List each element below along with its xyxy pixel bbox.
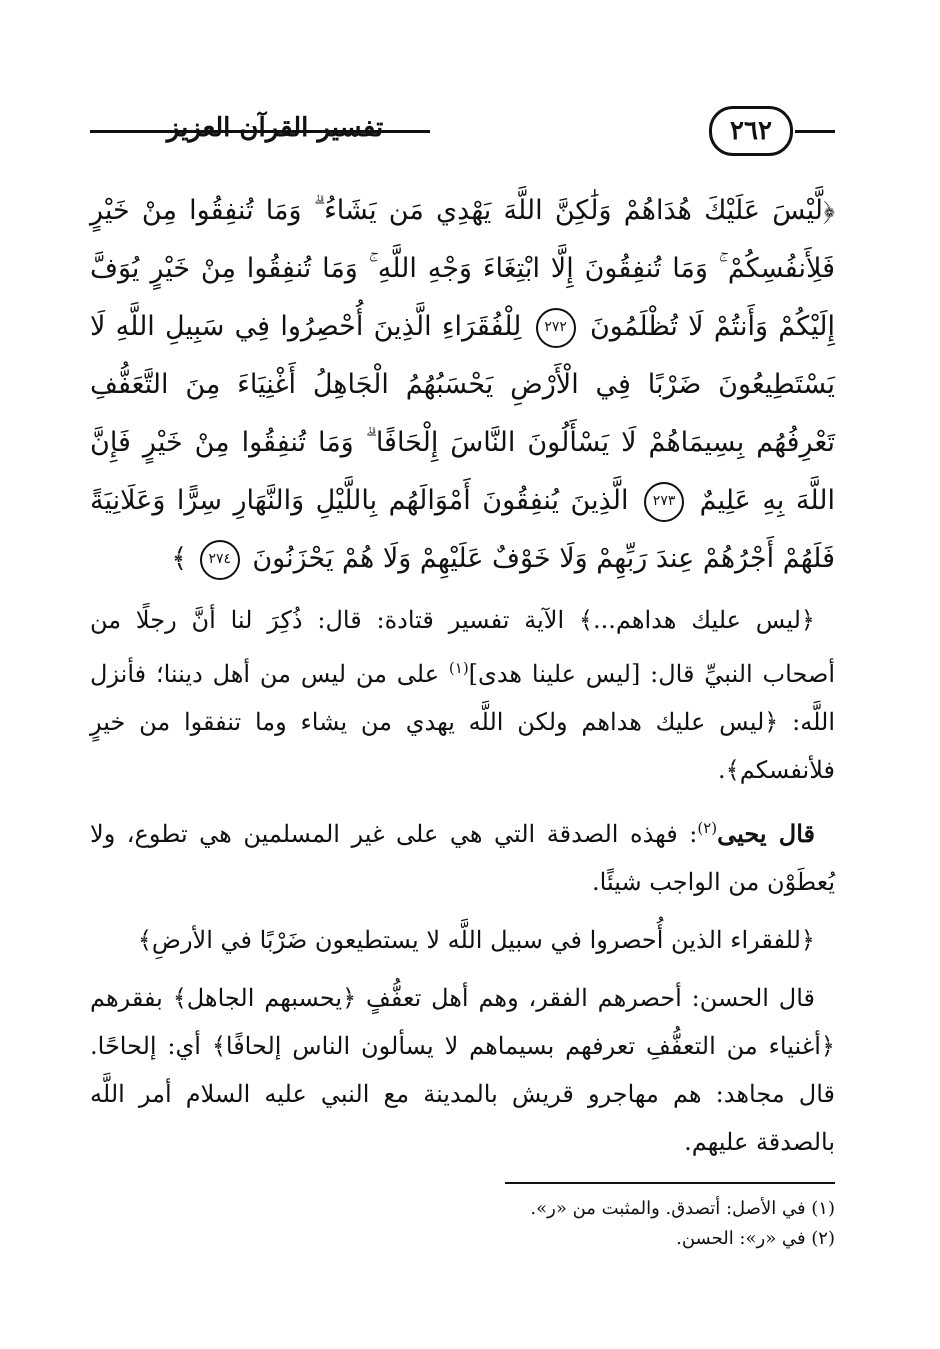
tafsir-body (90, 596, 835, 1166)
verse-272: ﴿لَّيْسَ عَلَيْكَ هُدَاهُمْ وَلَٰكِنَّ اللَّهَ يَهْدِي مَن يَشَاءُ ۗ وَمَا تُنفِقُوا مِنْ خَيْرٍ فَلِأَنفُسِكُمْ ۚ وَمَا تُنفِقُونَ إِلَّا ابْتِغَاءَ وَجْهِ اللَّهِ ۚ وَمَا تُنفِقُوا مِنْ خَيْرٍ يُوَفَّ إِلَيْكُمْ وَأَنتُمْ لَا تُظْلَمُونَ (90, 195, 836, 342)
verse-273: لِلْفُقَرَاءِ الَّذِينَ أُحْصِرُوا فِي سَبِيلِ اللَّهِ لَا يَسْتَطِيعُونَ ضَرْبًا فِي الْأَرْضِ يَحْسَبُهُمُ الْجَاهِلُ أَغْنِيَاءَ مِنَ التَّعَفُّفِ تَعْرِفُهُم بِسِيمَاهُمْ لَا يَسْأَلُونَ النَّاسَ إِلْحَافًا ۗ وَمَا تُنفِقُوا مِنْ خَيْرٍ فَإِنَّ اللَّهَ بِهِ عَلِيمٌ (90, 311, 835, 516)
footnote-ref[interactable]: (١) (448, 659, 469, 677)
footnote: (٢) في «ر»: الحسن. (676, 1228, 835, 1249)
verse-274: الَّذِينَ يُنفِقُونَ أَمْوَالَهُم بِاللَّيْلِ وَالنَّهَارِ سِرًّا وَعَلَانِيَةً فَلَهُمْ أَجْرُهُمْ عِندَ رَبِّهِمْ وَلَا خَوْفٌ عَلَيْهِمْ وَلَا هُمْ يَحْزَنُونَ (90, 485, 835, 574)
paragraph: ﴿ليس عليك هداهم...﴾ الآية تفسير قتادة: قال: ذُكِرَ لنا أنَّ رجلًا من أصحاب النبيِّ قال: [ليس علينا هدى]$^{(١)}$ على من ليس من أهل ديننا؛ فأنزل اللَّه: ﴿ليس عليك هداهم ولكن اللَّه يهدي من يشاء وما تنفقوا من خيرٍ فلأنفسكم﴾. (90, 606, 835, 784)
page-number: ٢٦٢ (709, 106, 793, 156)
ayah-number-marker: ٢٧٢ (536, 308, 576, 348)
paragraph: قال يحيى$^{(٢)}$: فهذه الصدقة التي هي على غير المسلمين هي تطوع، ولا يُعطَوْن من الواجب شيئًا. (90, 819, 835, 896)
footnotes (90, 1194, 835, 1254)
page-header (90, 90, 835, 170)
header-rule (795, 130, 835, 133)
quran-verses (90, 182, 835, 588)
ayah-number-marker: ٢٧٣ (644, 482, 684, 522)
page (90, 90, 835, 1254)
footnote: (١) في الأصل: أتصدق. والمثبت من «ر». (530, 1198, 835, 1219)
footnote-divider (505, 1182, 835, 1184)
verse-text (90, 182, 835, 588)
closing-bracket: ﴾ (171, 543, 188, 574)
footnote-ref[interactable]: (٢) (697, 819, 718, 837)
paragraph: ﴿للفقراء الذين أُحصروا في سبيل اللَّه لا يستطيعون ضَرْبًا في الأرضِ﴾ (137, 926, 815, 954)
speaker: قال يحيى (717, 819, 816, 848)
paragraph: قال الحسن: أحصرهم الفقر، وهم أهل تعفُّفٍ ﴿يحسبهم الجاهل﴾ بفقرهم ﴿أغنياء من التعفُّفِ تعرفهم بسيماهم لا يسألون الناس إلحافًا﴾ أي: إلحاحًا. قال مجاهد: هم مهاجرو قريش بالمدينة مع النبي عليه السلام أمر اللَّه بالصدقة عليهم. (90, 984, 835, 1156)
book-title: تفسير القرآن العزيز (166, 113, 384, 143)
ayah-number-marker: ٢٧٤ (200, 540, 240, 580)
